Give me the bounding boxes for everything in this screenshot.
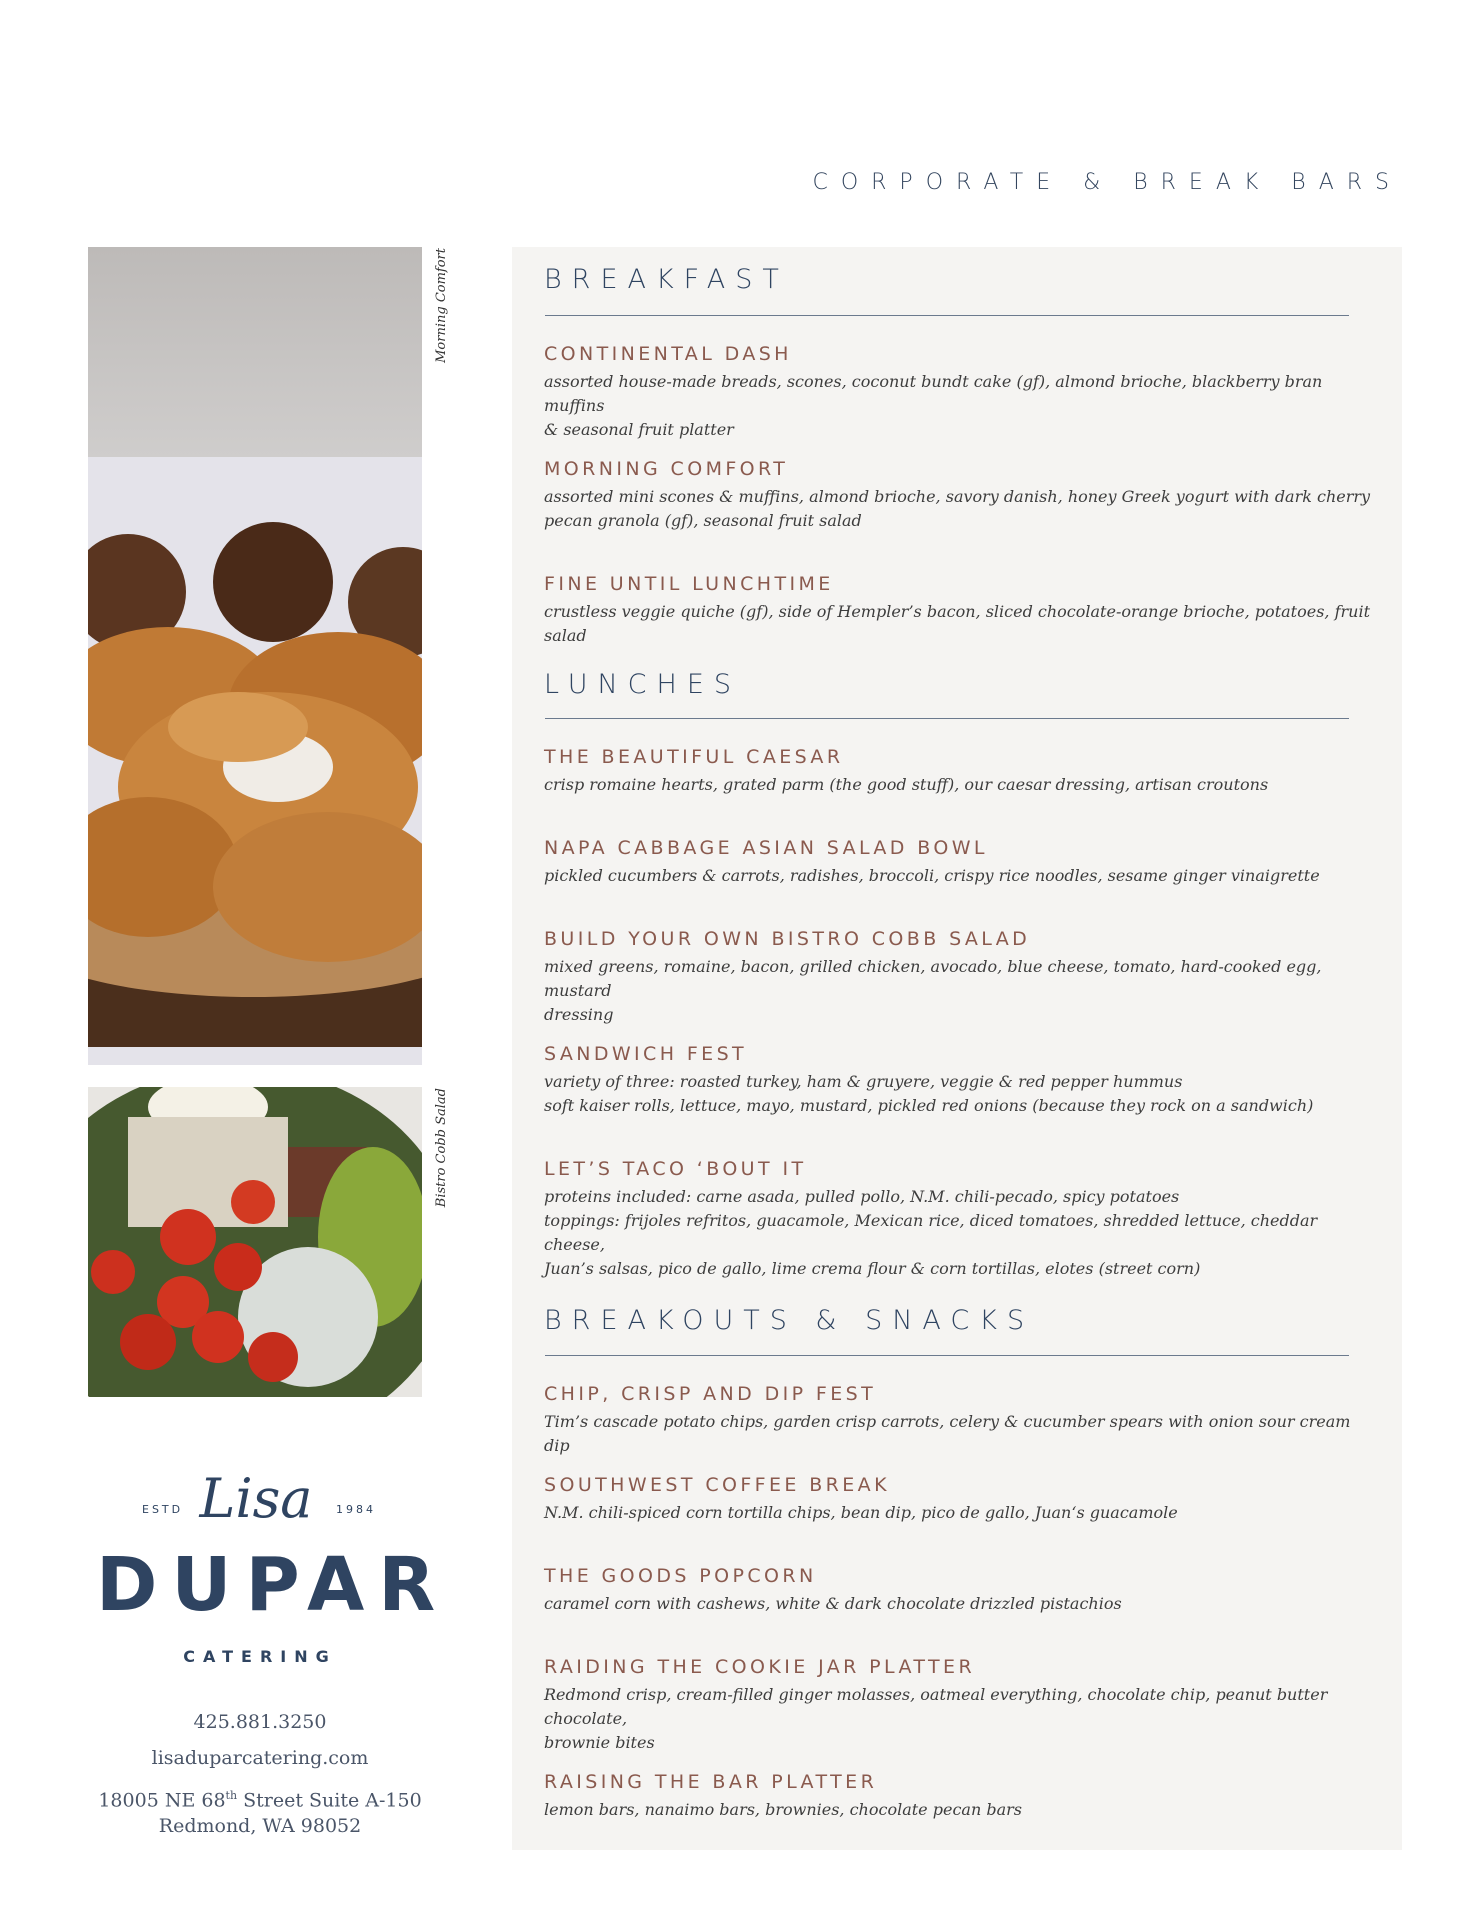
section-title-lunches: LUNCHES (544, 669, 742, 700)
section-title-breakfast: BREAKFAST (544, 264, 789, 295)
address-city: Redmond, WA 98052 (158, 1815, 362, 1838)
item-name: RAISING THE BAR PLATTER (544, 1771, 878, 1793)
address-suite: Street Suite A-150 (237, 1789, 422, 1812)
item-name: CONTINENTAL DASH (544, 343, 792, 365)
logo-wordmark: DUPAR (96, 1542, 450, 1628)
menu-item (544, 457, 1374, 533)
item-description: N.M. chili-spiced corn tortilla chips, bean dip, pico de gallo, Juan‘s guacamole (544, 1503, 1178, 1522)
menu-item (544, 1382, 1374, 1458)
item-name: RAIDING THE COOKIE JAR PLATTER (544, 1656, 976, 1678)
menu-item (544, 836, 1374, 888)
section-divider (545, 315, 1349, 316)
item-name: FINE UNTIL LUNCHTIME (544, 573, 834, 595)
menu-item (544, 1473, 1374, 1525)
menu-item (544, 1042, 1374, 1118)
item-description: Redmond crisp, cream-filled ginger molasses, oatmeal everything, chocolate chip, peanut butter chocolate, brownie bites (544, 1685, 1328, 1752)
item-description: crustless veggie quiche (gf), side of Hempler’s bacon, sliced chocolate-orange brioche, potatoes, fruit salad (544, 602, 1370, 645)
item-name: LET’S TACO ‘BOUT IT (544, 1158, 807, 1180)
item-description: proteins included: carne asada, pulled pollo, N.M. chili-pecado, spicy potatoes toppings: frijoles refritos, guacamole, Mexican rice, diced tomatoes, shredded lettuce, cheddar cheese, Juan’s salsas, pico de gallo, lime crema flour & corn tortillas, elotes (street corn) (544, 1187, 1318, 1278)
logo-year: 1984 (336, 1503, 376, 1516)
menu-item (544, 1564, 1374, 1616)
item-description: mixed greens, romaine, bacon, grilled chicken, avocado, blue cheese, tomato, hard-cooked egg, mustard dressing (544, 957, 1322, 1024)
brand-logo (86, 1465, 450, 1666)
contact-info (60, 1711, 460, 1853)
salad-photo (88, 1087, 422, 1397)
pastry-photo (88, 247, 422, 1065)
logo-script: Lisa (199, 1467, 313, 1530)
item-name: NAPA CABBAGE ASIAN SALAD BOWL (544, 837, 988, 859)
item-name: THE GOODS POPCORN (544, 1565, 817, 1587)
menu-item (544, 927, 1374, 1027)
menu-item (544, 1770, 1374, 1822)
item-name: SANDWICH FEST (544, 1043, 748, 1065)
item-name: SOUTHWEST COFFEE BREAK (544, 1474, 890, 1496)
item-name: THE BEAUTIFUL CAESAR (544, 746, 844, 768)
item-description: assorted house-made breads, scones, coconut bundt cake (gf), almond brioche, blackberry bran muffins & seasonal fruit platter (544, 372, 1323, 439)
section-title-breakouts: BREAKOUTS & SNACKS (544, 1305, 1035, 1336)
menu-item (544, 1655, 1374, 1755)
section-divider (545, 1355, 1349, 1356)
website-link[interactable]: lisaduparcatering.com (151, 1747, 369, 1769)
address-ordinal: th (225, 1789, 238, 1802)
address (60, 1783, 460, 1839)
item-name: MORNING COMFORT (544, 458, 789, 480)
photo-caption-bottom: Bistro Cobb Salad (434, 1088, 449, 1208)
menu-item (544, 572, 1374, 648)
section-divider (545, 718, 1349, 719)
phone-number[interactable]: 425.881.3250 (193, 1711, 327, 1733)
item-description: lemon bars, nanaimo bars, brownies, chocolate pecan bars (544, 1800, 1022, 1819)
address-street: 18005 NE 68 (98, 1789, 226, 1812)
item-name: BUILD YOUR OWN BISTRO COBB SALAD (544, 928, 1031, 950)
logo-estd: ESTD (142, 1503, 184, 1516)
item-description: caramel corn with cashews, white & dark chocolate drizzled pistachios (544, 1594, 1122, 1613)
logo-subword: CATERING (183, 1647, 337, 1666)
item-name: CHIP, CRISP AND DIP FEST (544, 1383, 877, 1405)
item-description: Tim’s cascade potato chips, garden crisp carrots, celery & cucumber spears with onion sour cream dip (544, 1412, 1351, 1455)
menu-item (544, 1157, 1374, 1281)
menu-item (544, 745, 1374, 797)
item-description: variety of three: roasted turkey, ham & gruyere, veggie & red pepper hummus soft kaiser rolls, lettuce, mayo, mustard, pickled red onions (because they rock on a sandwich) (544, 1072, 1314, 1115)
item-description: assorted mini scones & muffins, almond brioche, savory danish, honey Greek yogurt with dark cherry pecan granola (gf), seasonal fruit salad (544, 487, 1371, 530)
item-description: pickled cucumbers & carrots, radishes, broccoli, crispy rice noodles, sesame ginger vinaigrette (544, 866, 1320, 885)
item-description: crisp romaine hearts, grated parm (the good stuff), our caesar dressing, artisan croutons (544, 775, 1269, 794)
menu-item (544, 342, 1374, 442)
photo-caption-top: Morning Comfort (434, 248, 449, 363)
page-title: CORPORATE & BREAK BARS (812, 170, 1402, 195)
